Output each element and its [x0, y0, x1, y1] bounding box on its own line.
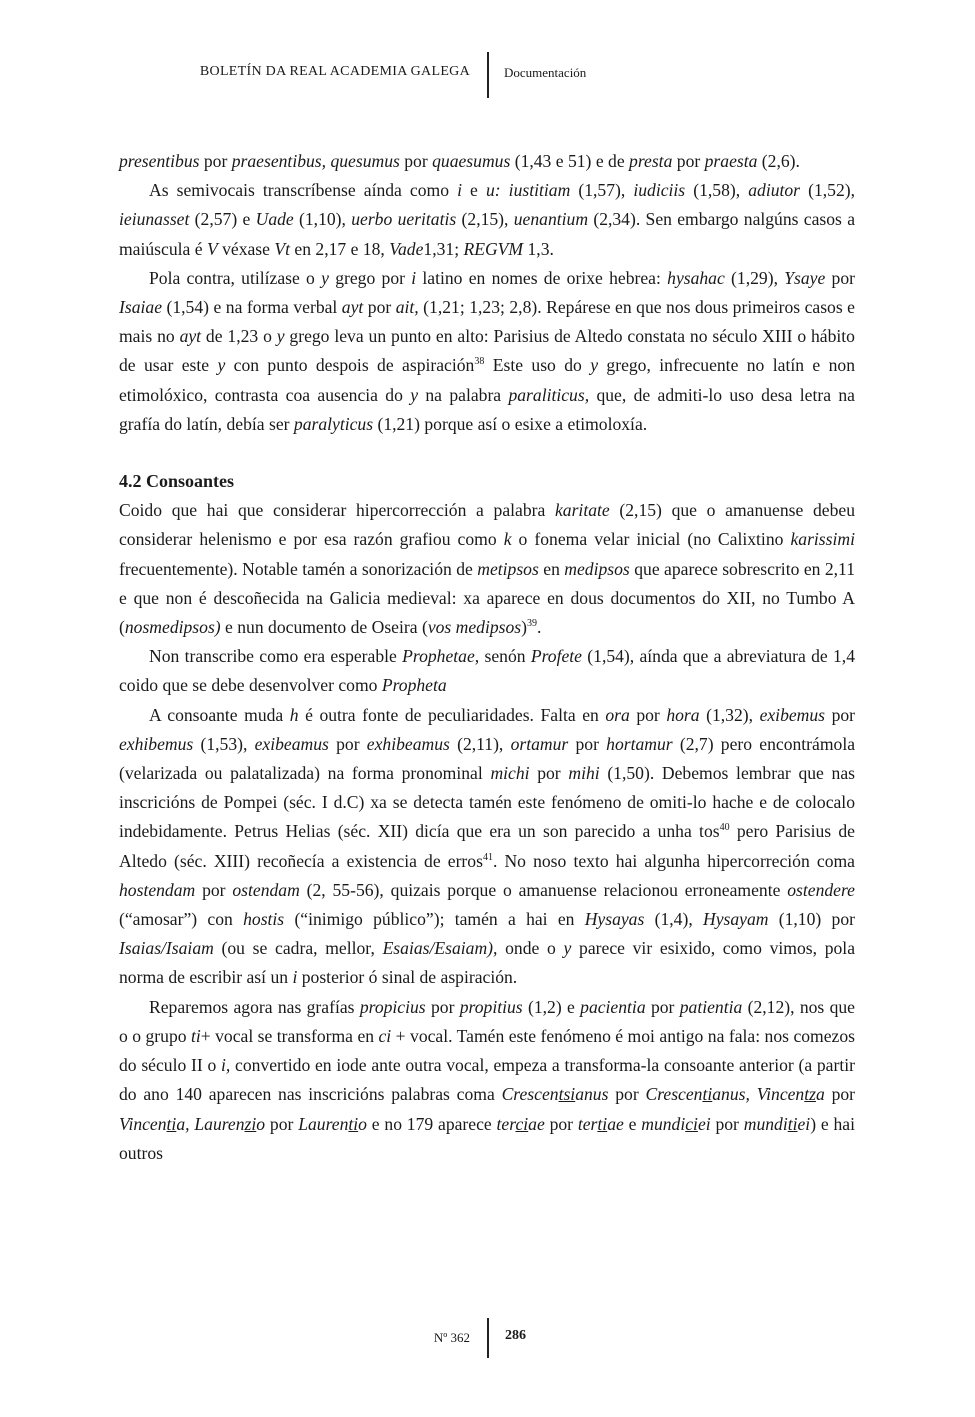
- footnote-ref: 39: [527, 618, 538, 630]
- article-body: [119, 147, 855, 1168]
- running-header: [0, 48, 975, 100]
- footnote-ref: 38: [474, 356, 485, 368]
- running-footer: [0, 1312, 975, 1362]
- page-number: 286: [505, 1328, 526, 1343]
- footnote-ref: 40: [719, 822, 730, 834]
- header-divider: [487, 52, 489, 98]
- section-gap: [119, 439, 855, 467]
- section-heading: 4.2 Consoantes: [119, 471, 235, 492]
- section-name: Documentación: [504, 65, 587, 80]
- journal-title: BOLETÍN DA REAL ACADEMIA GALEGA: [199, 64, 470, 79]
- paragraph-karitate: Coido que hai que considerar hipercorrección a palabra karitate (2,15) que o amanuense debeu considerar helenismo e por esa razón grafiou como k o fonema velar inicial (no Calixtino karissimi frecuentemente). Notable tamén a sonorización de metipsos en medipsos que aparece sobrescrito en 2,11 e que non é descoñecida na Galicia medieval: xa aparece en dous documentos do XII, no Tumbo A (nosmedipsos) e nun documento de Oseira (vos medipsos)$^{39}$.: [119, 500, 855, 638]
- footer-divider: [487, 1318, 489, 1358]
- paragraph-1: presentibus por praesentibus, quesumus por quaesumus (1,43 e 51) e de presta por praesta (2,6).: [119, 151, 800, 171]
- paragraph-semivocais: As semivocais transcríbense aínda como i e u: iustitiam (1,57), iudiciis (1,58), adiutor (1,52), ieiunasset (2,57) e Uade (1,10), uerbo ueritatis (2,15), uenantium (2,34). Sen embargo nalgúns casos a maiúscula é V véxase Vt en 2,17 e 18, Vade1,31; REGVM 1,3.: [119, 180, 856, 259]
- paragraph-consoante-h: A consoante muda h é outra fonte de peculiaridades. Falta en ora por hora (1,32), exibemus por exhibemus (1,53), exibeamus por exhibeamus (2,11), ortamur por hortamur (2,7) pero encontrámola (velarizada ou palatalizada) na forma pronominal michi por mihi (1,50). Debemos lembrar que nas inscricións de Pompei (séc. I d.C) xa se detecta tamén este fenómeno de omiti-lo hache e de colocalo indebidamente. Petrus Helias (séc. XII) dicía que era un son parecido a unha tos$^{40}$ pero Parisius de Altedo (séc. XIII) recoñecía a existencia de erros$^{41}$. No noso texto hai algunha hipercorreción coma hostendam por ostendam (2, 55-56), quizais porque o amanuense relacionou erroneamente ostendere (“amosar”) con hostis (“inimigo público”); tamén a hai en Hysayas (1,4), Hysayam (1,10) por Isaias/Isaiam (ou se cadra, mellor, Esaias/Esaiam), onde o y parece vir esixido, como vimos, pola norma de escribir así un i posterior ó sinal de aspiración.: [119, 704, 856, 988]
- paragraph-propicius: Reparemos agora nas grafías propicius por propitius (1,2) e pacientia por patientia (2,12), nos que o o grupo ti+ vocal se transforma en ci + vocal. Tamén este fenómeno é moi antigo na fala: nos comezos do século II o i, convertido en iode ante outra vocal, empeza a transforma-la consoante anterior (a partir do ano 140 aparecen nas inscricións palabras coma Crescentsianus por Crescentianus, Vincentza por Vincentia, Laurenzio por Laurentio e no 179 aparece terciae por tertiae e mundiciei por munditiei) e hai outros: [119, 996, 856, 1163]
- paragraph-profete: Non transcribe como era esperable Prophetae, senón Profete (1,54), aínda que a abreviatura de 1,4 coido que se debe desenvolver como Propheta: [119, 646, 856, 696]
- issue-number: Nº 362: [433, 1330, 470, 1345]
- footnote-ref: 41: [482, 851, 493, 863]
- paragraph-y-grego: Pola contra, utilízase o y grego por i latino en nomes de orixe hebrea: hysahac (1,29), Ysaye por Isaiae (1,54) e na forma verbal ayt por ait, (1,21; 1,23; 2,8). Repárese en que nos dous primeiros casos e mais no ayt de 1,23 o y grego leva un punto en alto: Parisius de Altedo constata no século XIII o hábito de usar este y con punto despois de aspiración$^{38}$ Este uso do y grego, infrecuente no latín e non etimolóxico, contrasta coa ausencia do y na palabra paraliticus, que, de admiti-lo uso desa letra na grafía do latín, debía ser paralyticus (1,21) porque así o esixe a etimoloxía.: [119, 267, 855, 434]
